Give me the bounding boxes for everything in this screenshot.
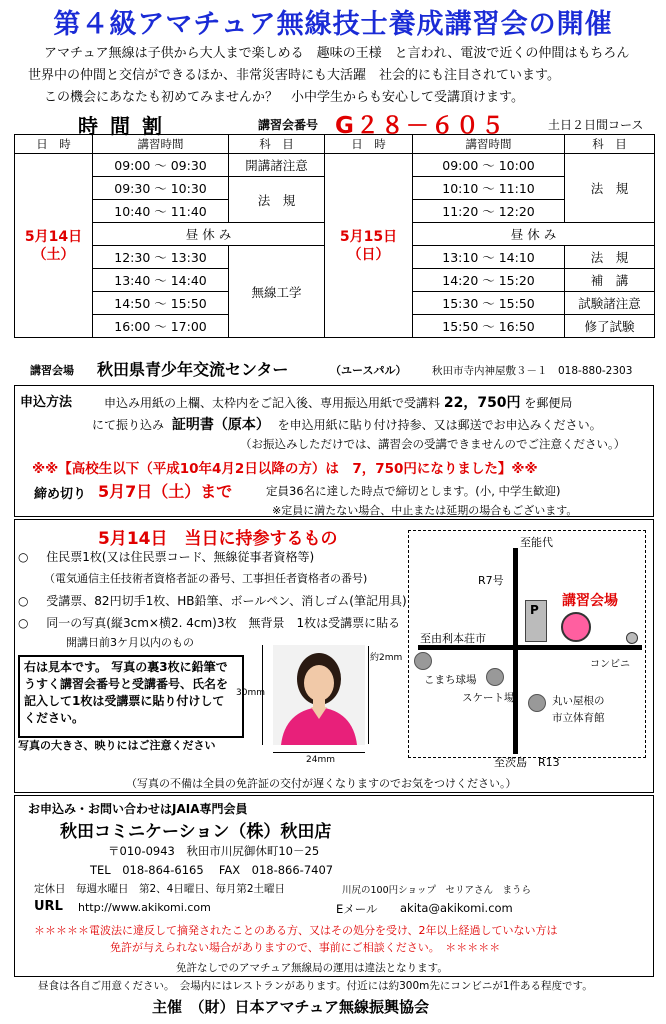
dim-24mm: 24mm <box>306 755 335 765</box>
col-time: 講習時間 <box>413 135 565 154</box>
bring-item-text: 住民票1枚(又は住民票コード、無線従事者資格等) <box>46 550 315 564</box>
dim-line <box>368 646 369 744</box>
day1-cell <box>15 154 93 338</box>
bring-item: ○ 同一の写真(縦3cm×横2. 4cm)3枚 無背景 1枚は受講票に貼る <box>18 616 401 630</box>
map-gym-1: 丸い屋根の <box>552 695 605 707</box>
map-road-r7 <box>513 548 518 754</box>
bring-heading: 5月14日 当日に持参するもの <box>98 529 338 549</box>
bring-item-note: 開講日前3ケ月以内のもの <box>66 636 194 649</box>
application-text: 申込み用紙の上欄、太枠内をご記入後、専用振込用紙で受講料 <box>104 396 441 410</box>
subject-cell: 法 規 <box>229 177 325 223</box>
person-icon <box>273 645 365 745</box>
intro-line-1: アマチュア無線は子供から大人まで楽しめる 趣味の王様 と言われ、電波で近くの仲間はもちろん <box>44 46 630 61</box>
schedule-heading: 時間割 <box>78 114 174 138</box>
company-email[interactable]: akita@akikomi.com <box>400 901 513 915</box>
course-type: 土日２日間コース <box>548 118 644 132</box>
contact-heading: お申込み・お問い合わせはJAIA専門会員 <box>28 802 248 816</box>
subject-cell: 開講諸注意 <box>229 154 325 177</box>
stadium-icon <box>414 652 432 670</box>
map-north: 至能代 <box>520 536 553 549</box>
parking-icon <box>525 600 547 642</box>
map-skate: スケート場 <box>462 692 515 704</box>
time-cell: 10:40 ～ 11:40 <box>93 200 229 223</box>
bring-item: ○ 住民票1枚(又は住民票コード、無線従事者資格等) <box>18 550 315 564</box>
venue-marker-icon <box>561 612 591 642</box>
timetable <box>14 134 655 338</box>
subject-cell: 補 講 <box>565 269 655 292</box>
deadline-label: 締め切り <box>34 487 87 502</box>
application-text: を申込用紙に貼り付け持参、又は郵送でお申込みください。 <box>277 418 602 432</box>
convenience-store-icon <box>626 632 638 644</box>
day2-weekday: （日） <box>347 246 390 263</box>
time-cell: 11:20 ～ 12:20 <box>413 200 565 223</box>
day2-cell <box>325 154 413 338</box>
time-cell: 13:10 ～ 14:10 <box>413 246 565 269</box>
time-cell: 15:50 ～ 16:50 <box>413 315 565 338</box>
sample-instruction: 右は見本です。 写真の裏3枚に鉛筆でうすく講習会番号と受講番号、氏名を記入して1枚は受講票に貼り付けしてください。 <box>24 660 229 725</box>
dim-line <box>273 752 365 753</box>
venue-address: 秋田市寺内神屋敷３－１ 018-880-2303 <box>432 365 633 377</box>
fee: 22，750円 <box>443 395 521 411</box>
certificate: 証明書（原本） <box>171 417 270 433</box>
email-label: Eメール <box>336 902 378 916</box>
time-cell: 14:50 ～ 15:50 <box>93 292 229 315</box>
day1-date: 5月14日 <box>24 228 83 245</box>
gym-icon <box>528 694 546 712</box>
venue-label: 講習会場 <box>30 364 74 377</box>
time-cell: 13:40 ～ 14:40 <box>93 269 229 292</box>
venue-name: 秋田県青少年交流センター <box>97 360 289 379</box>
company-url[interactable]: http://www.akikomi.com <box>78 901 211 914</box>
deadline-note: 定員36名に達した時点で締切とします。(小, 中学生歓迎) <box>266 484 561 498</box>
lunch-cell: 昼 休 み <box>93 223 325 246</box>
map-convenience: コンビニ <box>590 659 630 670</box>
sample-photo <box>273 645 365 745</box>
time-cell: 15:30 ～ 15:50 <box>413 292 565 315</box>
company-name: 秋田コミニケーション（株）秋田店 <box>60 822 332 842</box>
application-text: を郵便局 <box>524 396 573 410</box>
map-r7: R7号 <box>478 574 504 587</box>
bring-item: ○ 受講票、82円切手1枚、HB鉛筆、ボールペン、消しゴム(筆記用具) <box>18 594 407 608</box>
time-cell: 16:00 ～ 17:00 <box>93 315 229 338</box>
col-time: 講習時間 <box>93 135 229 154</box>
lunch-note: 昼食は各自ご用意ください。 会場内にはレストランがあります。付近には約300m先にコンビニが1件ある程度です。 <box>38 980 593 992</box>
photo-size-note: 写真の大きさ、映りにはご注意ください <box>18 739 216 752</box>
time-cell: 10:10 ～ 11:10 <box>413 177 565 200</box>
license-warning-1: ＊＊＊＊＊電波法に違反して摘発されたことのある方、又はその処分を受け、2年以上経過していない方は <box>34 924 558 937</box>
application-label: 申込方法 <box>20 395 73 410</box>
intro-line-3: この機会にあなたも初めてみませんか？ 小中学生からも安心して受講頂けます。 <box>44 90 524 105</box>
col-subject: 科 目 <box>229 135 325 154</box>
bring-item-text: 受講票、82円切手1枚、HB鉛筆、ボールペン、消しゴム(筆記用具) <box>46 594 407 608</box>
col-subject: 科 目 <box>565 135 655 154</box>
bring-item-note: （電気通信主任技術者資格者証の番号、工事担任者資格者の番号) <box>44 572 368 585</box>
license-warning-2: 免許が与えられない場合がありますので、事前にご相談ください。 ＊＊＊＊＊ <box>110 941 501 954</box>
subject-cell: 無線工学 <box>229 246 325 338</box>
map-stadium: こまち球場 <box>424 674 477 686</box>
organizer: 主催 （財）日本アマチュア無線振興協会 <box>152 998 430 1016</box>
lunch-cell: 昼 休 み <box>413 223 655 246</box>
bring-item-text: 同一の写真(縦3cm×横2. 4cm)3枚 無背景 1枚は受講票に貼る <box>46 616 401 630</box>
license-warning-3: 免許なしでのアマチュア無線局の運用は違法となります。 <box>176 962 448 974</box>
map-venue-label: 講習会場 <box>562 593 618 609</box>
map-south: 至茨島 R13 <box>494 756 560 769</box>
application-line2 <box>92 414 602 434</box>
subject-cell: 試験諸注意 <box>565 292 655 315</box>
col-date: 日 時 <box>15 135 93 154</box>
timetable-header <box>15 135 655 154</box>
day1-weekday: （土） <box>32 246 75 263</box>
time-cell: 09:30 ～ 10:30 <box>93 177 229 200</box>
map-west: 至由利本荘市 <box>420 632 486 645</box>
dim-30mm: 30mm <box>236 688 265 698</box>
url-label: URL <box>34 899 63 914</box>
company-phone: TEL 018-864-6165 FAX 018-866-7407 <box>90 863 334 877</box>
cancel-note: ※定員に満たない場合、中止または延期の場合もございます。 <box>272 504 578 517</box>
company-address: 〒010-0943 秋田市川尻御休町10－25 <box>108 844 320 858</box>
photo-warning: （写真の不備は全員の免許証の交付が遅くなりますのでお気をつけください。） <box>126 777 517 790</box>
student-fee-note: ※※【高校生以下（平成10年4月2日以降の方）は 7，750円になりました】※※ <box>32 461 538 477</box>
venue-nickname: （ユースパル） <box>330 364 407 377</box>
time-cell: 09:00 ～ 10:00 <box>413 154 565 177</box>
dim-2mm: 約2mm <box>370 653 403 663</box>
day2-date: 5月15日 <box>339 228 398 245</box>
table-row <box>15 154 655 177</box>
subject-cell: 法 規 <box>565 246 655 269</box>
time-cell: 12:30 ～ 13:30 <box>93 246 229 269</box>
subject-cell: 修了試験 <box>565 315 655 338</box>
company-holiday: 定休日 毎週水曜日 第2、4日曜日、毎月第2土曜日 <box>34 883 286 895</box>
deadline-date: 5月7日（土）まで <box>98 482 233 501</box>
time-cell: 14:20 ～ 15:20 <box>413 269 565 292</box>
company-landmark: 川尻の100円ショップ セリアさん まうら <box>342 885 531 896</box>
application-text: にて振り込み <box>92 418 165 432</box>
map-gym-2: 市立体育館 <box>552 712 605 724</box>
application-line1 <box>104 392 572 412</box>
time-cell: 09:00 ～ 09:30 <box>93 154 229 177</box>
subject-cell: 法 規 <box>565 154 655 223</box>
course-number: G２８－６０５ <box>335 113 506 139</box>
intro-line-2: 世界中の仲間と交信ができるほか、非常災害時にも大活躍 社会的にも注目されています。 <box>28 68 560 83</box>
application-line3: （お振込みしただけでは、講習会の受講できませんのでご注意ください。） <box>240 437 626 451</box>
parking-label: P <box>530 603 539 617</box>
page-title: 第４級アマチュア無線技士養成講習会の開催 <box>53 9 613 40</box>
course-number-label: 講習会番号 <box>258 118 319 132</box>
skate-rink-icon <box>486 668 504 686</box>
col-date: 日 時 <box>325 135 413 154</box>
